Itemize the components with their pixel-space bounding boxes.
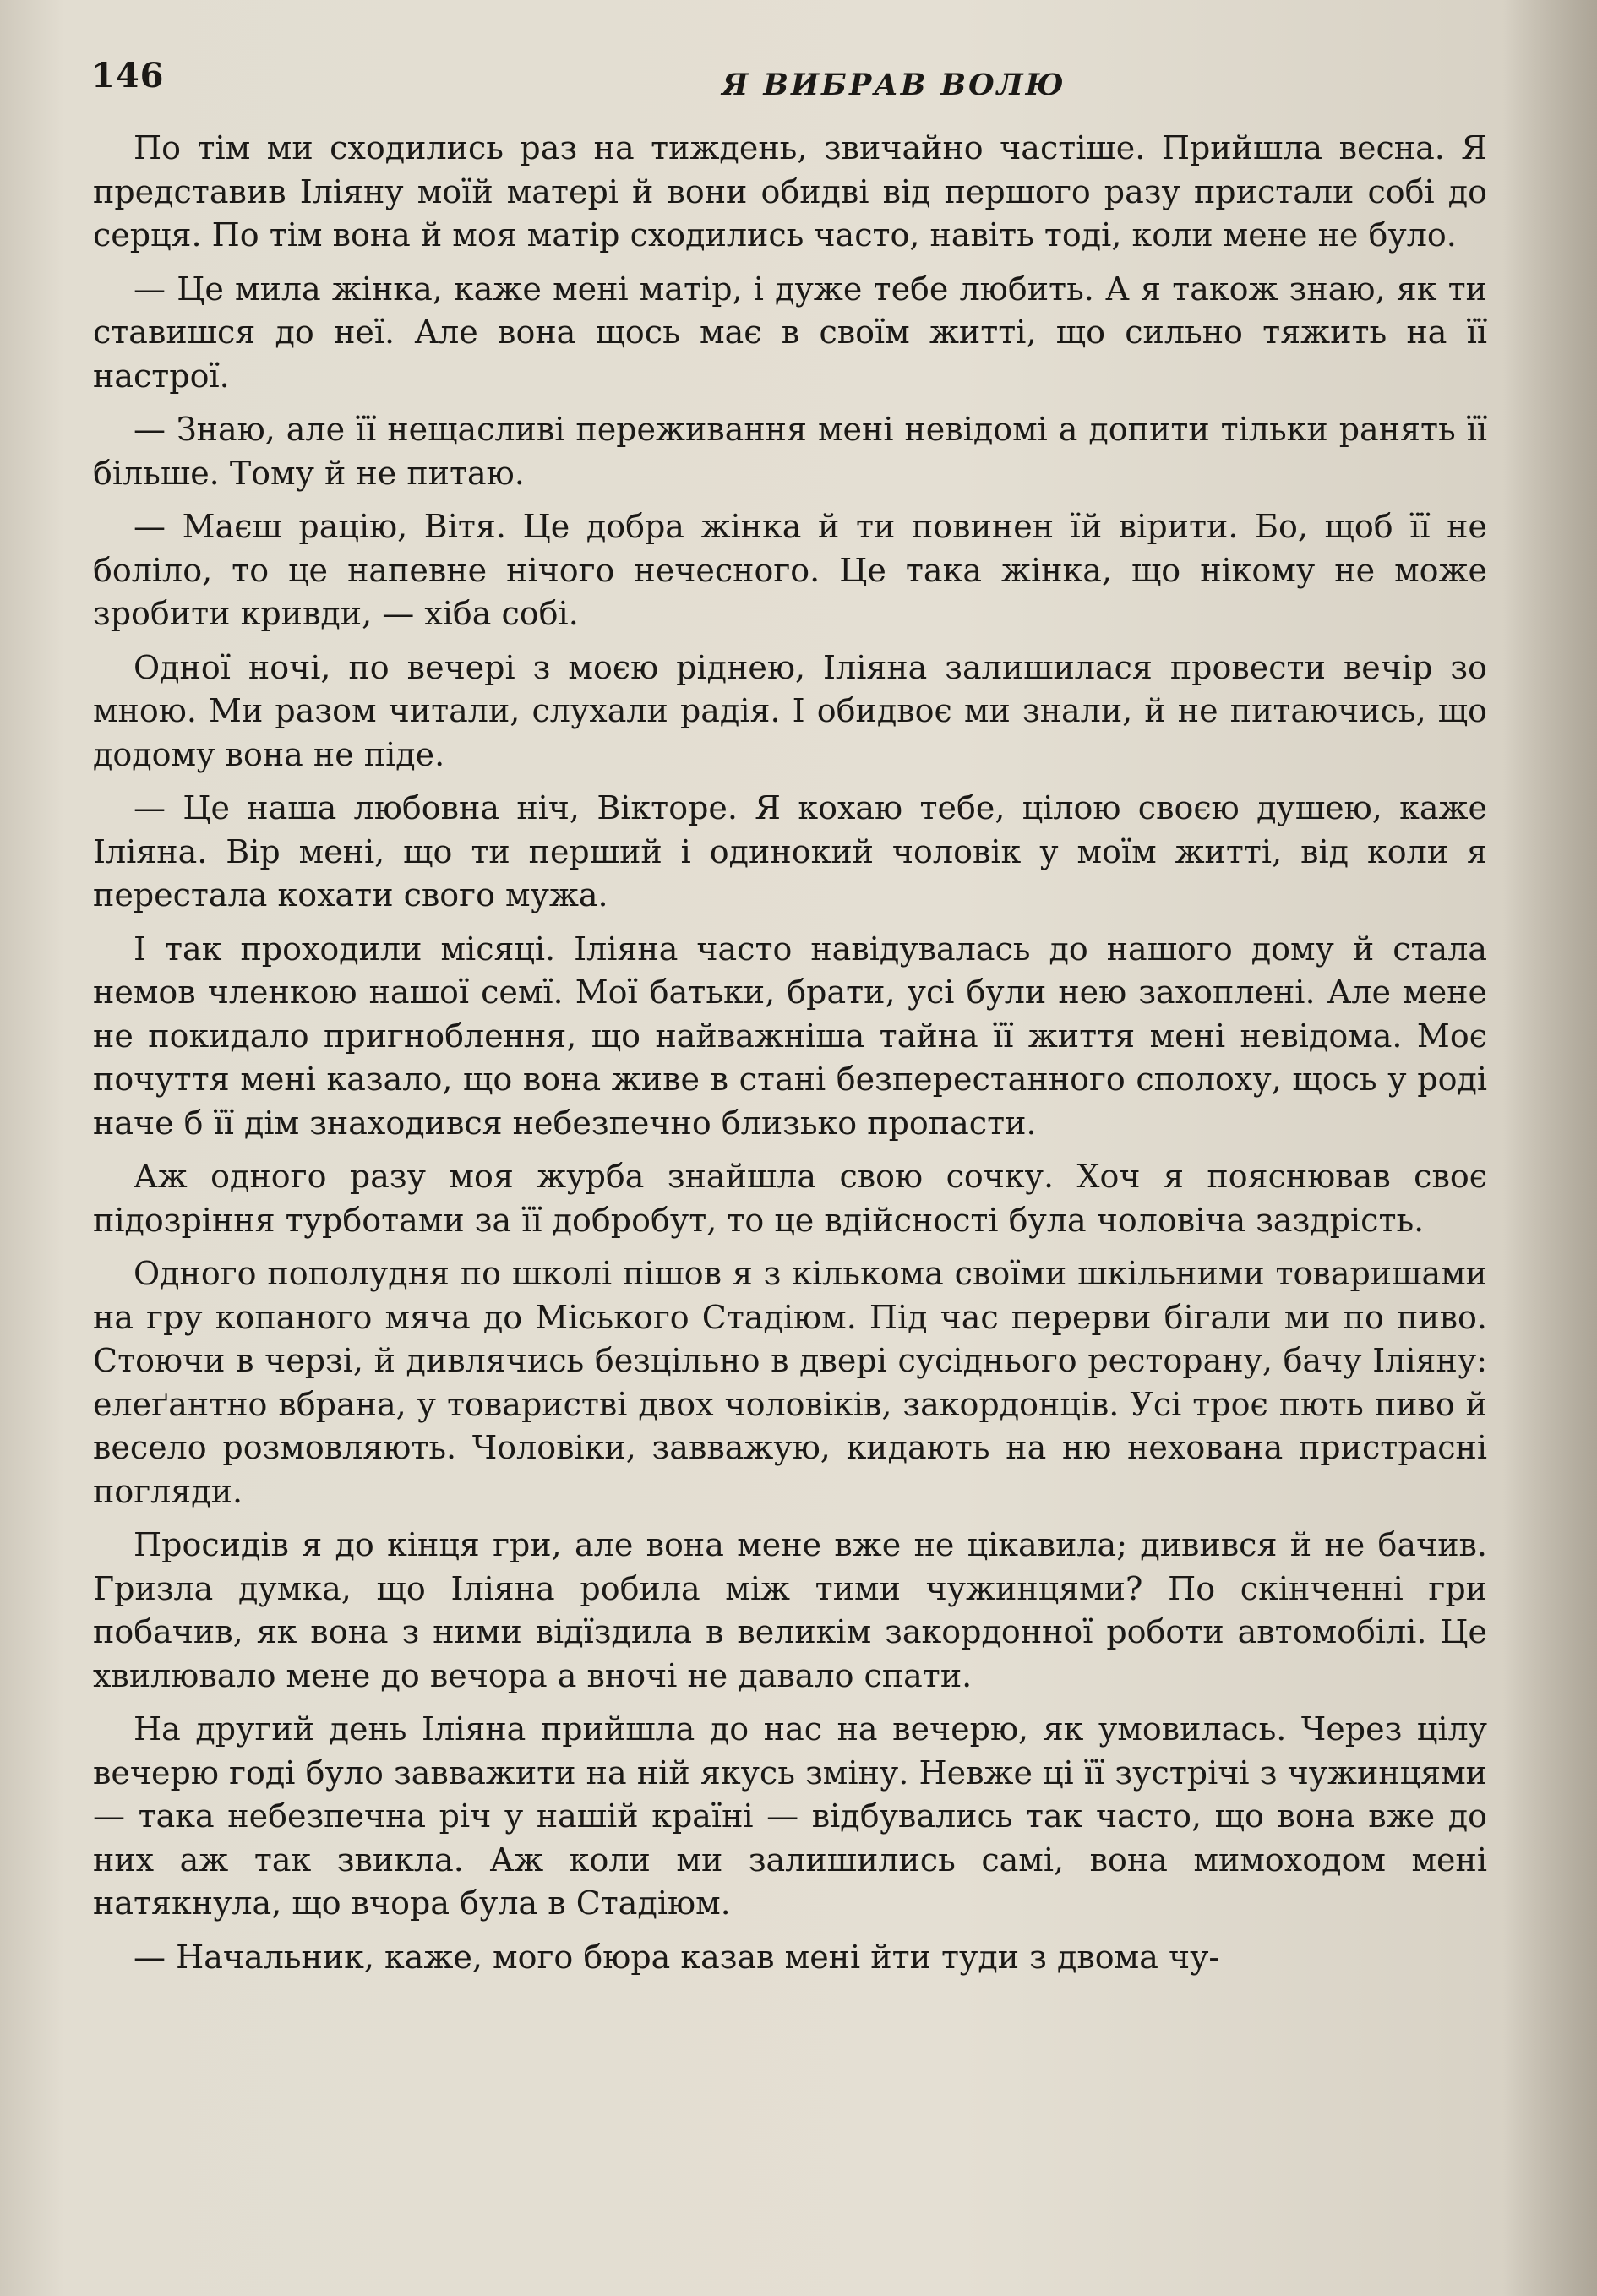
paragraph: — Це мила жінка, каже мені матір, і дуже тебе любить. А я також знаю, як ти ставишся до неї. Але вона щось має в своїм житті, що сильно тяжить на її настрої. [93,270,1487,395]
paragraph: Просидів я до кінця гри, але вона мене вже не цікавила; дивився й не бачив. Гризла думка, що Іліяна робила між тими чужинцями? По скінченні гри побачив, як вона з ними відїздила в великім закордонної роботи автомобілі. Це хвилювало мене до вечора а вночі не давало спати. [93,1526,1487,1694]
facing-page-edge [1504,0,1597,2296]
paragraph: — Це наша любовна ніч, Вікторе. Я кохаю тебе, цілою своєю душею, каже Іліяна. Вір мені, що ти перший і одинокий чоловік у моїм житті, від коли я перестала кохати свого мужа. [93,789,1487,913]
paragraph: — Начальник, каже, мого бюра казав мені йти туди з двома чу- [134,1938,1220,1976]
page-body [93,127,1487,1989]
paragraph: На другий день Іліяна прийшла до нас на вечерю, як умовилась. Через цілу вечерю годі було завважити на ній якусь зміну. Невже ці її зустрічі з чужинцями — така небезпечна річ у нашій країні — відбувались так часто, що вона вже до них аж так звикла. Аж коли ми залишились самі, вона мимоходом мені натякнула, що вчора була в Стадіюм. [93,1710,1487,1922]
page-number: 146 [91,56,165,95]
page-header [91,56,1485,115]
paragraph: Одного пополудня по школі пішов я з кількома своїми шкільними товаришами на гру копаного мяча до Міського Стадіюм. Під час перерви бігали ми по пиво. Стоючи в черзі, й дивлячись безцільно в двері сусіднього ресторану, бачу Іліяну: елеґантно вбрана, у товаристві двох чоловіків, закордонців. Усі троє пють пиво й весело розмовляють. Чоловіки, завважую, кидають на ню нехована пристрасні погляди. [93,1255,1487,1510]
paragraph: Одної ночі, по вечері з моєю ріднею, Іліяна залишилася провести вечір зо мною. Ми разом читали, слухали радія. І обидвоє ми знали, й не питаючись, що додому вона не піде. [93,648,1487,773]
paragraph: І так проходили місяці. Іліяна часто навідувалась до нашого дому й стала немов членкою нашої семї. Мої батьки, брати, усі були нею захоплені. Але мене не покидало пригноблення, що найважніша тайна її життя мені невідома. Моє почуття мені казало, що вона живе в стані безперестанного сполоху, щось у роді наче б її дім знаходився небезпечно близько пропасти. [93,930,1487,1142]
paragraph: По тім ми сходились раз на тиждень, звичайно частіше. Прийшла весна. Я представив Іліяну моїй матері й вони обидві від першого разу пристали собі до серця. По тім вона й моя матір сходились часто, навіть тоді, коли мене не було. [93,129,1487,254]
running-title: Я ВИБРАВ ВОЛЮ [722,68,1066,102]
paragraph: — Маєш рацію, Вітя. Це добра жінка й ти повинен їй вірити. Бо, щоб її не боліло, то це напевне нічого нечесного. Це така жінка, що нікому не може зробити кривди, — хіба собі. [93,508,1487,632]
paragraph: Аж одного разу моя журба знайшла свою сочку. Хоч я пояснював своє підозріння турботами за її добробут, то це вдійсності була чоловіча заздрість. [93,1158,1487,1239]
paragraph: — Знаю, але її нещасливі переживання мені невідомі а допити тільки ранять її більше. Тому й не питаю. [93,411,1487,492]
